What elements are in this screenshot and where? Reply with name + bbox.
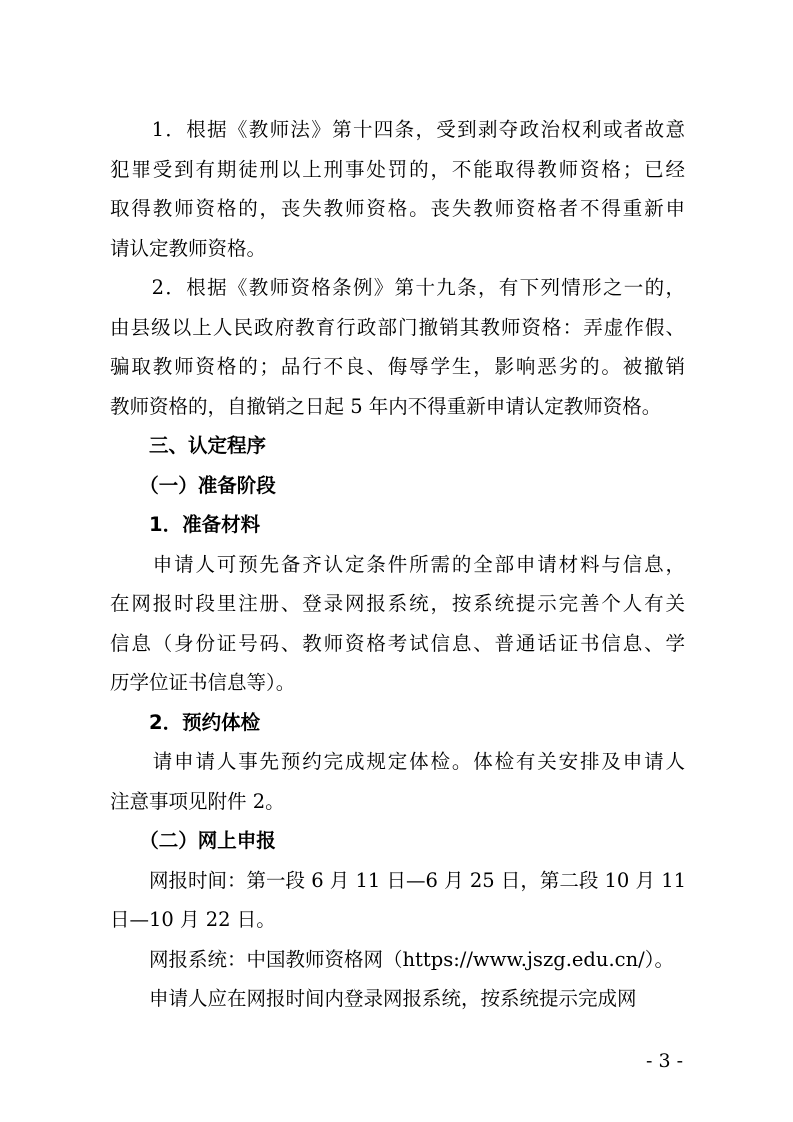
- text-line: （二）网上申报: [110, 829, 276, 852]
- page-number: - 3 -: [645, 1050, 683, 1072]
- text-line: 教师资格的，自撤销之日起 5 年内不得重新申请认定教师资格。: [110, 394, 662, 418]
- text-line: 网报时间：第一段 6 月 11 日—6 月 25 日，第二段 10 月 11: [110, 868, 687, 892]
- text-line: 信息（身份证号码、教师资格考试信息、普通话证书信息、学: [110, 631, 685, 655]
- text-line: 请申请人事先预约完成规定体检。体检有关安排及申请人: [110, 750, 685, 773]
- paragraph: [110, 268, 685, 426]
- paragraph: [110, 110, 685, 268]
- text-line: 网报系统：中国教师资格网（https://www.jszg.edu.cn/）。: [110, 947, 674, 971]
- text-line: 2．根据《教师资格条例》第十九条，有下列情形之一的，: [110, 276, 685, 299]
- text-line: 1．准备材料: [110, 513, 261, 536]
- section-heading: [110, 703, 685, 743]
- text-line: 申请人可预先备齐认定条件所需的全部申请材料与信息，: [110, 552, 685, 576]
- paragraph: [110, 742, 685, 821]
- text-line: 日—10 月 22 日。: [110, 908, 276, 931]
- text-line: 历学位证书信息等）。: [110, 671, 296, 694]
- section-heading: [110, 505, 685, 545]
- text-line: （一）准备阶段: [110, 473, 276, 497]
- document-body: [110, 110, 685, 1019]
- paragraph: [110, 979, 685, 1019]
- text-line: 2．预约体检: [110, 710, 261, 734]
- text-line: 1．根据《教师法》第十四条，受到剥夺政治权利或者故意: [110, 118, 685, 141]
- paragraph: [110, 545, 685, 703]
- text-line: 三、认定程序: [110, 434, 267, 457]
- paragraph: [110, 861, 685, 940]
- paragraph: [110, 940, 685, 980]
- text-line: 注意事项见附件 2。: [110, 789, 285, 813]
- section-heading: [110, 466, 685, 506]
- text-line: 犯罪受到有期徒刑以上刑事处罚的，不能取得教师资格；已经: [110, 157, 685, 181]
- section-heading: [110, 426, 685, 466]
- text-line: 取得教师资格的，丧失教师资格。丧失教师资格者不得重新申: [110, 197, 685, 220]
- text-line: 骗取教师资格的；品行不良、侮辱学生，影响恶劣的。被撤销: [110, 355, 685, 378]
- text-line: 由县级以上人民政府教育行政部门撤销其教师资格：弄虚作假、: [110, 315, 685, 339]
- text-line: 申请人应在网报时间内登录网报系统，按系统提示完成网: [110, 987, 637, 1010]
- text-line: 请认定教师资格。: [110, 236, 267, 260]
- text-line: 在网报时段里注册、登录网报系统，按系统提示完善个人有关: [110, 592, 685, 615]
- section-heading: [110, 821, 685, 861]
